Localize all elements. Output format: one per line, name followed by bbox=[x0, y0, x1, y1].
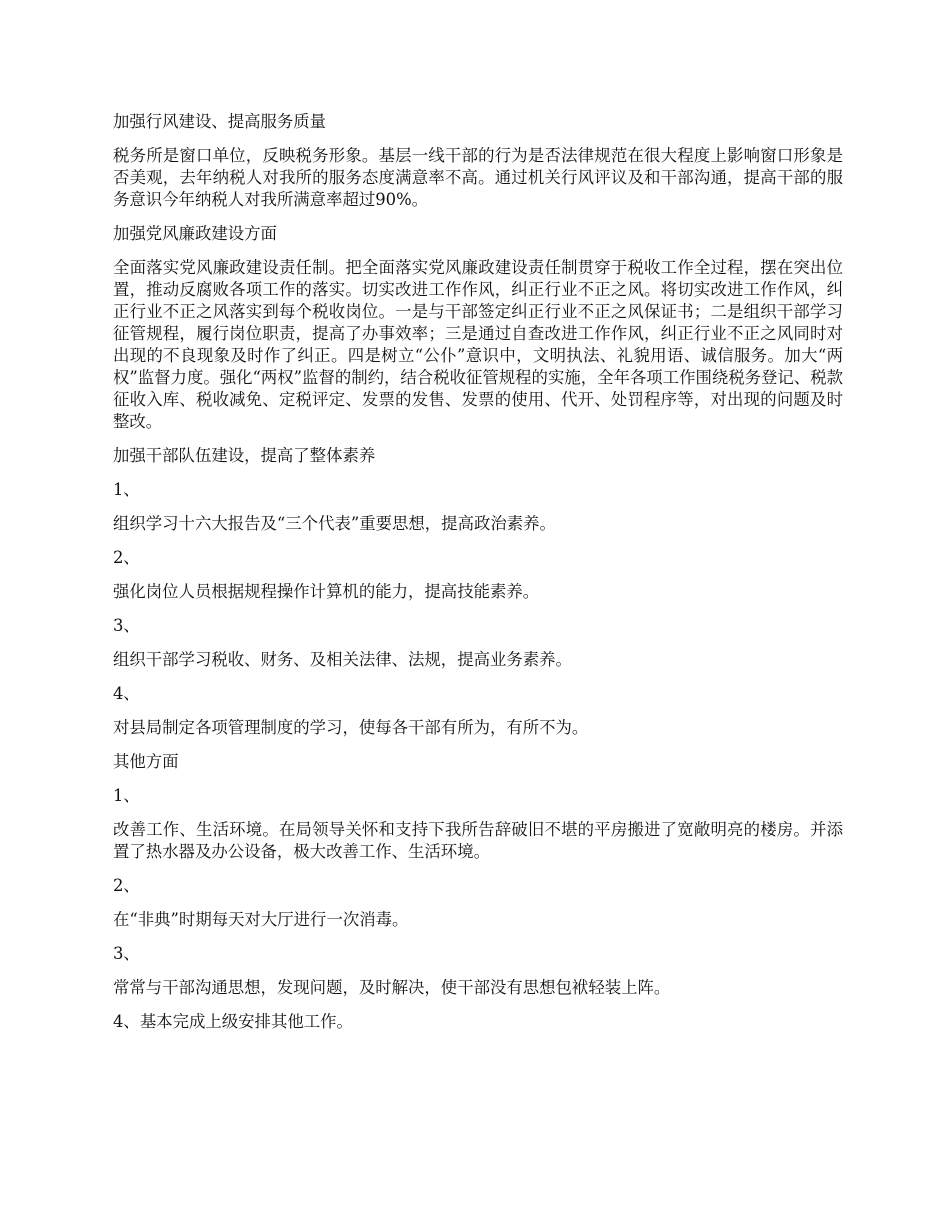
section-heading-conduct: 加强行风建设、提高服务质量 bbox=[113, 112, 327, 131]
list-item-text: 在“非典”时期每天对大厅进行一次消毒。 bbox=[113, 910, 409, 929]
document-body bbox=[113, 111, 843, 1045]
list-item-text: 组织干部学习税收、财务、及相关法律、法规，提高业务素养。 bbox=[113, 650, 572, 669]
list-item-text: 改善工作、生活环境。在局领导关怀和支持下我所告辞破旧不堪的平房搬进了宽敞明亮的楼房。并添置了热水器及办公设备，极大改善工作、生活环境。 bbox=[113, 820, 843, 861]
paragraph-integrity: 全面落实党风廉政建设责任制。把全面落实党风廉政建设责任制贯穿于税收工作全过程，摆在突出位置，推动反腐败各项工作的落实。切实改进工作作风，纠正行业不正之风。将切实改进工作作风，纠正行业不正之风落实到每个税收岗位。一是与干部签定纠正行业不正之风保证书；二是组织干部学习征管规程，履行岗位职责，提高了办事效率；三是通过自查改进工作作风，纠正行业不正之风同时对出现的不良现象及时作了纠正。四是树立“公仆”意识中，文明执法、礼貌用语、诚信服务。加大“两权”监督力度。强化“两权”监督的制约，结合税收征管规程的实施，全年各项工作围绕税务登记、税款征收入库、税收减免、定税评定、发票的发售、发票的使用、代开、处罚程序等，对出现的问题及时整改。 bbox=[113, 258, 843, 431]
list-number: 2、 bbox=[113, 876, 140, 895]
list-number: 3、 bbox=[113, 944, 140, 963]
list-item-text: 对县局制定各项管理制度的学习，使每各干部有所为，有所不为。 bbox=[113, 718, 589, 737]
list-number: 4、 bbox=[113, 684, 140, 703]
list-number: 1、 bbox=[113, 786, 140, 805]
list-item-text: 组织学习十六大报告及“三个代表”重要思想，提高政治素养。 bbox=[113, 514, 556, 533]
paragraph-conduct: 税务所是窗口单位，反映税务形象。基层一线干部的行为是否法律规范在很大程度上影响窗口形象是否美观，去年纳税人对我所的服务态度满意率不高。通过机关行风评议及和干部沟通，提高干部的服务意识今年纳税人对我所满意率超过90%。 bbox=[113, 146, 843, 209]
list-item-text: 常常与干部沟通思想，发现问题，及时解决，使干部没有思想包袱轻装上阵。 bbox=[113, 978, 671, 997]
section-heading-other: 其他方面 bbox=[113, 752, 179, 771]
list-number: 3、 bbox=[113, 616, 140, 635]
list-number: 1、 bbox=[113, 480, 140, 499]
section-heading-team: 加强干部队伍建设，提高了整体素养 bbox=[113, 446, 376, 465]
list-item-text: 强化岗位人员根据规程操作计算机的能力，提高技能素养。 bbox=[113, 582, 540, 601]
list-item-text: 4、基本完成上级安排其他工作。 bbox=[113, 1012, 353, 1031]
list-number: 2、 bbox=[113, 548, 140, 567]
section-heading-integrity: 加强党风廉政建设方面 bbox=[113, 224, 277, 243]
